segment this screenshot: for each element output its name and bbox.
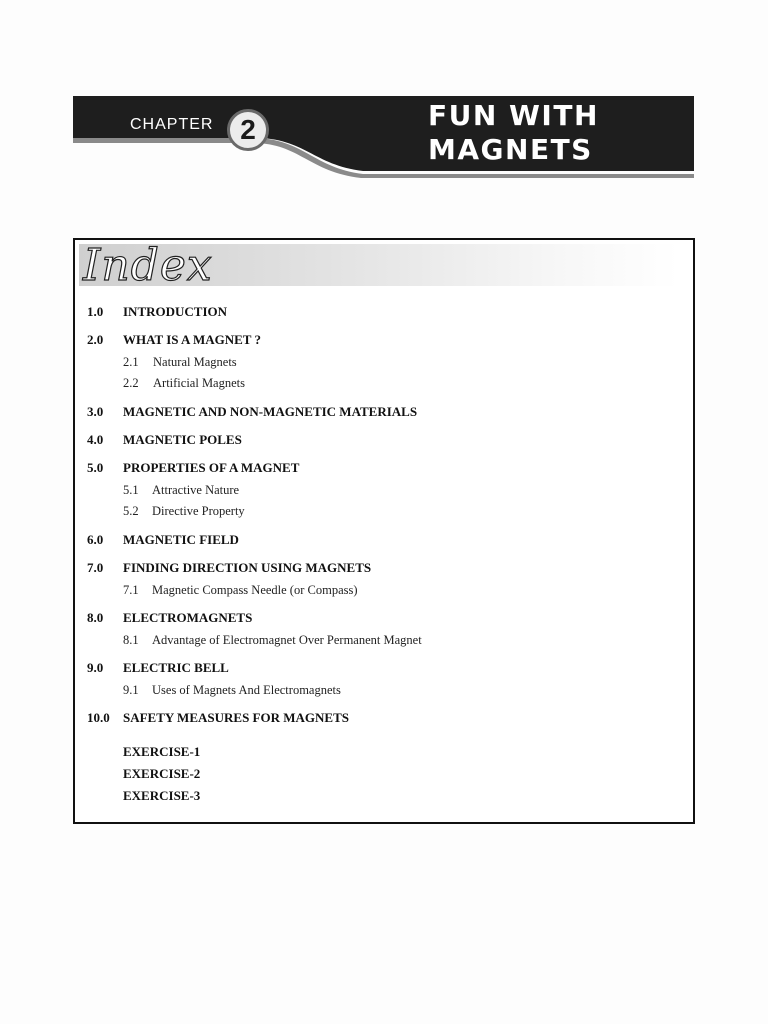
- toc-subsection-title: Artificial Magnets: [153, 376, 245, 390]
- toc-subsection-title: Advantage of Electromagnet Over Permanent Magnet: [152, 633, 422, 647]
- toc-section-title: FINDING DIRECTION USING MAGNETS: [123, 560, 372, 575]
- toc-section-number: 6.0: [87, 532, 104, 547]
- toc-exercise-title: EXERCISE-1: [123, 744, 201, 759]
- toc-section-number: 9.0: [87, 660, 104, 675]
- chapter-banner: [73, 96, 694, 178]
- toc-subsection-number: 9.1: [123, 683, 139, 697]
- toc-section-title: ELECTRIC BELL: [123, 660, 229, 675]
- toc-exercise-title: EXERCISE-3: [123, 788, 201, 803]
- toc-subsection-number: 8.1: [123, 633, 139, 647]
- toc-subsection-title: Directive Property: [152, 504, 245, 518]
- toc-section-title: WHAT IS A MAGNET ?: [123, 332, 261, 347]
- toc-section-number: 3.0: [87, 404, 104, 419]
- chapter-label: CHAPTER: [130, 116, 214, 133]
- toc-section-title: SAFETY MEASURES FOR MAGNETS: [123, 710, 349, 725]
- toc-section-number: 1.0: [87, 304, 104, 319]
- toc-subsection-title: Natural Magnets: [153, 355, 237, 369]
- toc-section-title: ELECTROMAGNETS: [123, 610, 253, 625]
- toc-section-number: 2.0: [87, 332, 104, 347]
- toc-section-number: 4.0: [87, 432, 104, 447]
- toc-subsection-number: 5.1: [123, 483, 139, 497]
- toc-subsection-title: Uses of Magnets And Electromagnets: [152, 683, 341, 697]
- toc-exercise-title: EXERCISE-2: [123, 766, 201, 781]
- toc-section-title: PROPERTIES OF A MAGNET: [123, 460, 300, 475]
- index-heading: Index: [83, 240, 213, 291]
- chapter-number: 2: [240, 114, 256, 145]
- chapter-number-badge: [227, 109, 269, 151]
- toc-section-number: 7.0: [87, 560, 104, 575]
- toc-section-number: 10.0: [87, 710, 110, 725]
- index-box: [73, 238, 695, 824]
- toc-section-title: INTRODUCTION: [123, 304, 228, 319]
- toc-section-number: 5.0: [87, 460, 104, 475]
- chapter-title: [428, 99, 668, 167]
- toc-section-title: MAGNETIC AND NON-MAGNETIC MATERIALS: [123, 404, 418, 419]
- toc-subsection-number: 7.1: [123, 583, 139, 597]
- toc-subsection-number: 5.2: [123, 504, 139, 518]
- toc-subsection-title: Magnetic Compass Needle (or Compass): [152, 583, 358, 597]
- chapter-title-line-1: FUN WITH: [428, 99, 599, 132]
- toc-section-title: MAGNETIC FIELD: [123, 532, 239, 547]
- toc-subsection-title: Attractive Nature: [152, 483, 240, 497]
- chapter-title-line-2: MAGNETS: [428, 133, 593, 166]
- toc-subsection-number: 2.1: [123, 355, 139, 369]
- toc-subsection-number: 2.2: [123, 376, 139, 390]
- toc-section-number: 8.0: [87, 610, 104, 625]
- toc-section-title: MAGNETIC POLES: [123, 432, 242, 447]
